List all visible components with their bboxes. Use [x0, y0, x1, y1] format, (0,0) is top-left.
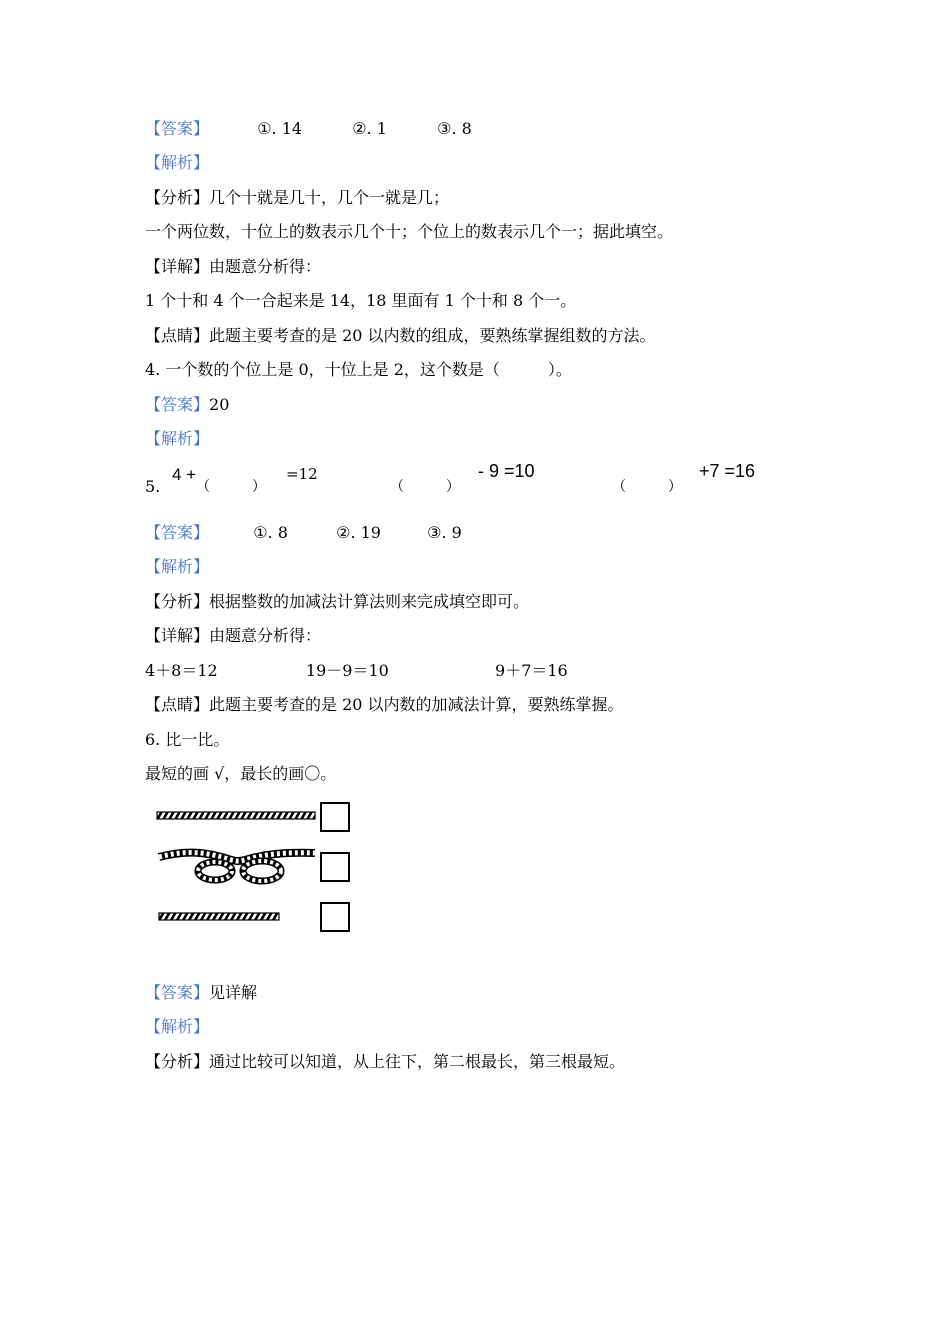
q5-blank3: （ ）	[612, 479, 682, 495]
q5-blank1: （ ）	[196, 479, 266, 495]
q6-question: 6. 比一比。	[145, 730, 230, 749]
q5-part1: 4 +	[172, 465, 197, 484]
fenxi-text: 根据整数的加减法计算法则来完成填空即可。	[209, 592, 530, 611]
jiexi-tag: 【解析】	[145, 429, 210, 448]
q3-xiangjie	[145, 256, 321, 278]
q5-number: 5.	[145, 477, 161, 496]
equation-1: 4＋8＝12	[145, 661, 218, 680]
fenxi-tag: 【分析】	[145, 1052, 210, 1071]
answer-2: ②. 19	[336, 523, 381, 542]
answer-value: 见详解	[209, 983, 258, 1002]
rope-2	[159, 853, 315, 881]
q6-instruction: 最短的画 √，最长的画〇。	[145, 764, 337, 783]
ropes-figure	[155, 800, 325, 930]
q3-fenxi	[145, 187, 449, 209]
q5-blank2: （ ）	[390, 479, 460, 495]
q5-jiexi	[145, 556, 209, 578]
answer-1: ①. 8	[253, 523, 288, 542]
q6-jiexi	[145, 1016, 209, 1038]
q6-fenxi	[145, 1051, 625, 1073]
answer-box-2[interactable]	[320, 852, 350, 882]
dianjing-tag: 【点睛】	[145, 326, 210, 345]
q3-answer-line	[145, 118, 472, 140]
answer-1: ①. 14	[257, 119, 303, 138]
answer-tag: 【答案】	[145, 119, 210, 138]
q5-answer-line	[145, 522, 462, 544]
answer-box-3[interactable]	[320, 902, 350, 932]
answer-tag: 【答案】	[145, 395, 210, 414]
answer-tag: 【答案】	[145, 523, 210, 542]
equation-3: 9＋7＝16	[495, 661, 568, 680]
q3-dianjing	[145, 325, 656, 347]
q5-part2: - 9 =10	[478, 461, 535, 481]
answer-3: ③. 9	[427, 523, 462, 542]
fenxi-text: 通过比较可以知道，从上往下，第二根最长，第三根最短。	[209, 1052, 626, 1071]
answer-value: 20	[209, 395, 230, 414]
q3-fenxi-text2: 一个两位数，十位上的数表示几个十；个位上的数表示几个一；据此填空。	[145, 222, 674, 241]
q3-xiangjie-body: 1 个十和 4 个一合起来是 14，18 里面有 1 个十和 8 个一。	[145, 291, 577, 310]
jiexi-tag: 【解析】	[145, 153, 210, 172]
q5-dianjing	[145, 694, 624, 716]
answer-2: ②. 1	[352, 119, 387, 138]
q4-question: 4. 一个数的个位上是 0，十位上是 2，这个数是（ ）。	[145, 360, 572, 379]
xiangjie-text: 由题意分析得：	[209, 257, 322, 276]
rope-1	[157, 812, 315, 819]
q5-xiangjie	[145, 625, 321, 647]
answer-tag: 【答案】	[145, 983, 210, 1002]
q5-equations	[145, 660, 568, 682]
q4-jiexi	[145, 428, 209, 450]
xiangjie-tag: 【详解】	[145, 626, 210, 645]
answer-box-1[interactable]	[320, 802, 350, 832]
q3-jiexi	[145, 152, 209, 174]
dianjing-tag: 【点睛】	[145, 695, 210, 714]
equation-2: 19－9＝10	[305, 661, 389, 680]
answer-3: ③. 8	[437, 119, 472, 138]
q4-answer-line	[145, 394, 229, 416]
jiexi-tag: 【解析】	[145, 1017, 210, 1036]
fenxi-text: 几个十就是几十，几个一就是几；	[209, 188, 450, 207]
q6-answer-line	[145, 982, 257, 1004]
xiangjie-text: 由题意分析得：	[209, 626, 322, 645]
rope-3	[159, 913, 279, 920]
fenxi-tag: 【分析】	[145, 188, 210, 207]
q5-part3: +7 =16	[699, 461, 756, 481]
jiexi-tag: 【解析】	[145, 557, 210, 576]
xiangjie-tag: 【详解】	[145, 257, 210, 276]
dianjing-text: 此题主要考查的是 20 以内数的组成，要熟练掌握组数的方法。	[209, 326, 656, 345]
q5-fenxi	[145, 591, 529, 613]
dianjing-text: 此题主要考查的是 20 以内数的加减法计算，要熟练掌握。	[209, 695, 624, 714]
fenxi-tag: 【分析】	[145, 592, 210, 611]
q5-eq1: =12	[286, 465, 318, 483]
